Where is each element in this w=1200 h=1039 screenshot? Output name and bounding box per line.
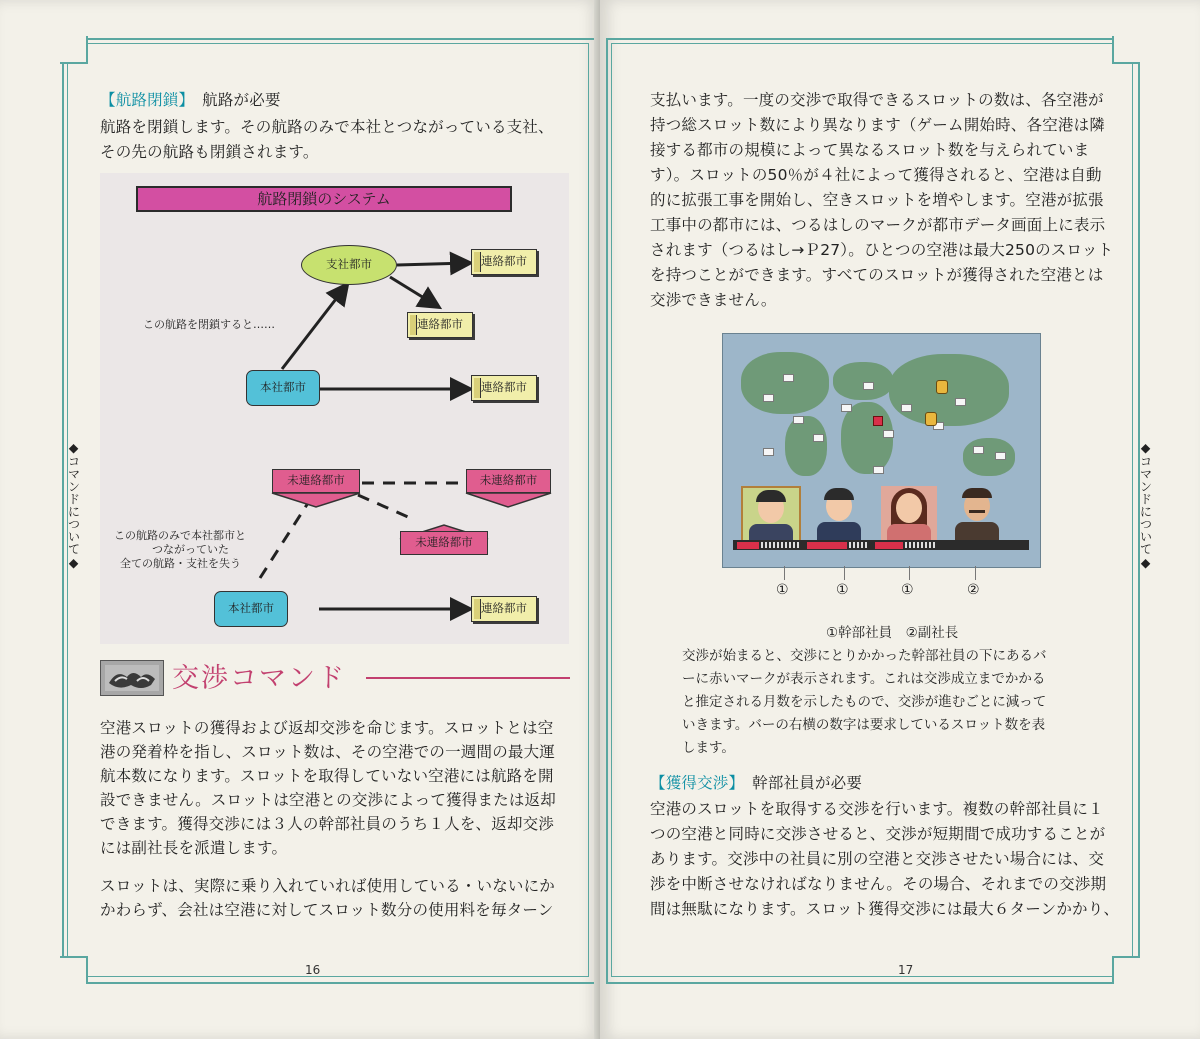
- right-frame-corner-br: [1112, 956, 1140, 984]
- side-label-left: ◆コマンドについて◆: [66, 440, 81, 570]
- note-only-route-line-3: 全ての航路・支社を失う: [120, 557, 241, 570]
- caption-line-5: します。: [682, 740, 735, 756]
- acquire-heading: [650, 771, 862, 795]
- city-marker: [783, 374, 794, 382]
- diagram-title: 航路閉鎖のシステム: [136, 186, 512, 212]
- right-frame-corner-tr: [1112, 36, 1140, 64]
- page-number-right: 17: [898, 963, 914, 977]
- negotiation-body-line-1: 空港スロットの獲得および返却交渉を命じます。スロットとは空: [100, 719, 554, 737]
- city-marker: [763, 448, 774, 456]
- acquire-requirement: 幹部社員が必要: [752, 774, 863, 792]
- negotiation-body-line-8: かわらず、会社は空港に対してスロット数分の使用料を毎ターン: [100, 901, 554, 919]
- node-related-city-5: 連絡都市: [471, 596, 537, 622]
- node-hq-city-2: 本社都市: [214, 591, 288, 627]
- page-number-left: 16: [305, 963, 321, 977]
- map-continent-europe: [833, 362, 893, 400]
- negotiation-body-line-5: できます。獲得交渉には３人の幹部社員のうち１人を、返却交渉: [100, 815, 555, 833]
- city-marker: [793, 416, 804, 424]
- negotiation-command-heading: [100, 654, 570, 700]
- portrait-executive-3: [881, 486, 937, 544]
- node-branch-city: 支社都市: [301, 245, 397, 285]
- caption-line-3: と推定される月数を示したもので、交渉が進むごとに減って: [682, 694, 1047, 710]
- section-title-rule: [366, 677, 570, 679]
- side-label-right: ◆コマンドについて◆: [1138, 440, 1153, 570]
- node-unlinked-city-3: 未連絡都市: [400, 531, 488, 555]
- label-pointer-2: [844, 566, 845, 580]
- city-marker: [995, 452, 1006, 460]
- right-top-line-9: 交渉できません。: [650, 291, 777, 309]
- right-top-line-6: 工事中の都市には、つるはしのマークが都市データ画面上に表示: [650, 216, 1106, 234]
- acquire-line-1: 空港のスロットを取得する交渉を行います。複数の幹部社員に１: [650, 800, 1104, 818]
- city-marker: [901, 404, 912, 412]
- negotiation-bar-1: [737, 542, 759, 549]
- route-close-tag: 【航路閉鎖】: [100, 91, 187, 109]
- node-related-city-1: 連絡都市: [471, 249, 537, 275]
- negotiation-bar-3: [875, 542, 903, 549]
- caption-line-2: ーに赤いマークが表示されます。これは交渉成立までかかる: [682, 671, 1046, 687]
- map-continent-north-america: [741, 352, 829, 414]
- label-pointer-4: [975, 566, 976, 580]
- label-executive-2: ①: [836, 582, 849, 598]
- node-related-city-3: 連絡都市: [471, 375, 537, 401]
- negotiation-body-line-7: スロットは、実際に乗り入れていれば使用している・いないにか: [100, 877, 555, 895]
- city-marker: [763, 394, 774, 402]
- acquire-line-3: あります。交渉中の社員に別の空港と交渉させたい場合には、交: [650, 850, 1105, 868]
- negotiation-body-line-2: 港の発着枠を指し、スロット数は、その空港での一週間の最大運: [100, 743, 555, 761]
- right-top-line-1: 支払います。一度の交渉で取得できるスロットの数は、各空港が: [650, 91, 1104, 109]
- portrait-executive-1: [741, 486, 801, 548]
- route-close-heading: [100, 88, 281, 112]
- node-hq-city-1: 本社都市: [246, 370, 320, 406]
- acquire-line-5: 間は無駄になります。スロット獲得交渉には最大６ターンかかり、: [650, 900, 1120, 918]
- label-pointer-3: [909, 566, 910, 580]
- right-top-line-4: す）。スロットの50％が４社によって獲得されると、空港は自動: [650, 166, 1102, 184]
- label-vice-president: ②: [967, 582, 980, 598]
- negotiation-body-line-4: 設できません。スロットは空港との交渉によって獲得または返却: [100, 791, 556, 809]
- portrait-executive-2: [811, 486, 867, 544]
- city-marker: [973, 446, 984, 454]
- map-continent-south-america: [785, 416, 827, 476]
- left-frame-corner-bl: [60, 956, 88, 984]
- label-executive-1: ①: [776, 582, 789, 598]
- unlinked-pointer-1: [100, 173, 569, 644]
- node-unlinked-city-2: 未連絡都市: [466, 469, 551, 493]
- right-top-line-8: を持つことができます。すべてのスロットが獲得された空港とは: [650, 266, 1104, 284]
- right-top-line-2: 持つ総スロット数により異なります（ゲーム開始時、各空港は隣: [650, 116, 1105, 134]
- negotiation-bar-2: [807, 542, 847, 549]
- employee-icon: [925, 412, 937, 426]
- city-marker: [841, 404, 852, 412]
- negotiation-body-line-3: 航本数になります。スロットを取得していない空港には航路を開: [100, 767, 554, 785]
- label-executive-3: ①: [901, 582, 914, 598]
- acquire-line-4: 渉を中断させなければなりません。その場合、それまでの交渉期: [650, 875, 1107, 893]
- caption-line-4: いきます。バーの右横の数字は要求しているスロット数を表: [682, 717, 1046, 733]
- employee-icon: [936, 380, 948, 394]
- screenshot-caption: ①幹部社員 ②副社長: [826, 625, 959, 641]
- note-close-this-route: この航路を閉鎖すると……: [143, 318, 275, 331]
- route-close-requirement: 航路が必要: [202, 91, 281, 109]
- route-close-line-2: その先の航路も閉鎖されます。: [100, 143, 319, 161]
- note-only-route-line-2: つながっていた: [152, 543, 229, 556]
- handshake-icon: [100, 660, 164, 696]
- node-unlinked-city-1: 未連絡都市: [272, 469, 360, 493]
- city-marker: [813, 434, 824, 442]
- portrait-vice-president: [949, 486, 1005, 544]
- route-close-line-1: 航路を閉鎖します。その航路のみで本社とつながっている支社、: [100, 118, 554, 136]
- game-screenshot: [722, 333, 1041, 568]
- city-marker: [863, 382, 874, 390]
- caption-line-1: 交渉が始まると、交渉にとりかかった幹部社員の下にあるバ: [682, 648, 1047, 664]
- acquire-line-2: つの空港と同時に交渉させると、交渉が短期間で成功することが: [650, 825, 1106, 843]
- map-continent-australia: [963, 438, 1015, 476]
- map-continent-africa: [841, 402, 893, 474]
- city-marker: [883, 430, 894, 438]
- label-pointer-1: [784, 566, 785, 580]
- bar-gauge-1: [761, 542, 801, 548]
- map-continent-asia: [889, 354, 1009, 426]
- section-title: 交渉コマンド: [172, 663, 346, 694]
- city-marker: [955, 398, 966, 406]
- acquire-tag: 【獲得交渉】: [650, 774, 737, 792]
- right-top-line-7: されます（つるはし→Ｐ27）。ひとつの空港は最大250のスロット: [650, 241, 1114, 259]
- right-top-line-3: 接する都市の規模によって異なるスロット数を与えられていま: [650, 141, 1090, 159]
- route-close-diagram: [100, 173, 569, 644]
- city-marker: [873, 466, 884, 474]
- bar-gauge-2: [849, 542, 867, 548]
- employee-icon: [873, 416, 883, 426]
- bar-gauge-3: [905, 542, 937, 548]
- left-frame-corner-tl: [60, 36, 88, 64]
- negotiation-body-line-6: には副社長を派遣します。: [100, 839, 288, 857]
- node-related-city-2: 連絡都市: [407, 312, 473, 338]
- right-top-line-5: 的に拡張工事を開始し、空きスロットを増やします。空港が拡張: [650, 191, 1104, 209]
- note-only-route-line-1: この航路のみで本社都市と: [114, 529, 246, 542]
